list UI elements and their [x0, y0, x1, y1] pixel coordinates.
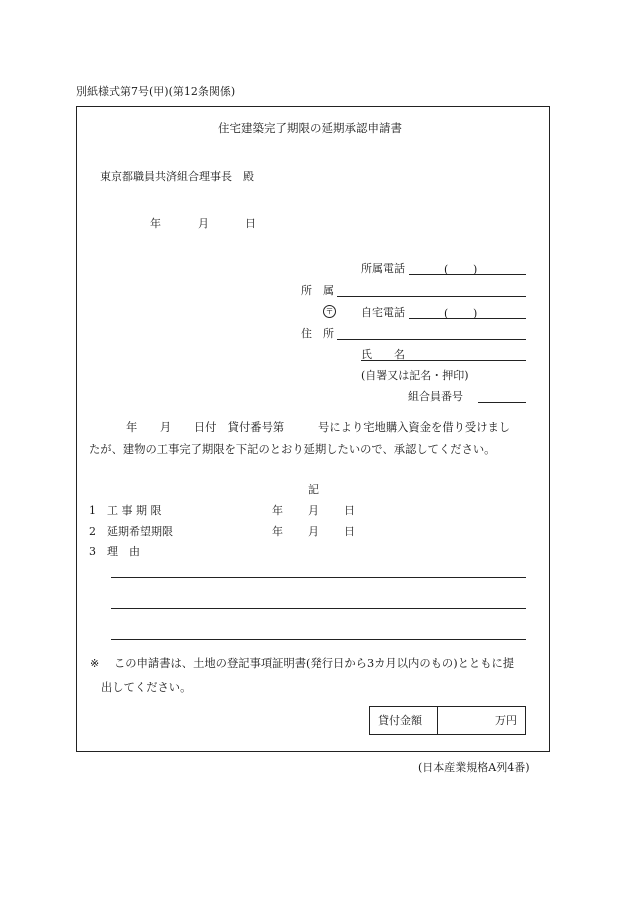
affiliation-field[interactable] — [337, 296, 526, 297]
addressee: 東京都職員共済組合理事長 殿 — [100, 170, 254, 183]
note-line-1: この申請書は、土地の登記事項証明書(発行日から3カ月以内のもの)とともに提 — [114, 657, 515, 670]
member-number-field[interactable] — [478, 402, 526, 403]
item-3-label: 理 由 — [107, 545, 140, 558]
item-2-day: 日 — [344, 525, 355, 538]
member-number-label: 組合員番号 — [408, 390, 463, 403]
postal-mark-icon: 〒 — [323, 305, 336, 318]
date-year-label: 年 — [150, 217, 161, 230]
item-1-number: 1 — [89, 504, 96, 517]
note-mark: ※ — [90, 657, 100, 670]
item-1-day: 日 — [344, 504, 355, 517]
loan-amount-label: 貸付金額 — [378, 714, 422, 727]
note-line-2: 出してください。 — [101, 681, 192, 694]
item-1-month: 月 — [308, 504, 319, 517]
office-phone-paren-open: ( — [444, 263, 449, 276]
reason-line-3[interactable] — [111, 639, 526, 640]
name-label: 氏 名 — [361, 348, 405, 361]
item-2-number: 2 — [89, 525, 96, 538]
office-phone-label: 所属電話 — [361, 262, 405, 275]
home-phone-label: 自宅電話 — [361, 306, 405, 319]
form-reference: 別紙様式第7号(甲)(第12条関係) — [76, 85, 236, 98]
item-1-year: 年 — [272, 504, 283, 517]
paper-size-note: (日本産業規格A列4番) — [418, 761, 530, 774]
date-month-label: 月 — [198, 217, 209, 230]
item-2-month: 月 — [308, 525, 319, 538]
name-field[interactable] — [361, 360, 526, 361]
home-phone-paren-open: ( — [444, 307, 449, 320]
ki-heading: 記 — [308, 483, 319, 496]
item-1-label: 工 事 期 限 — [107, 504, 162, 517]
office-phone-field[interactable] — [409, 274, 526, 275]
loan-amount-unit: 万円 — [495, 714, 517, 727]
affiliation-label: 所 属 — [301, 284, 334, 297]
body-line-2: たが、建物の工事完了期限を下記のとおり延期したいので、承認してください。 — [89, 443, 496, 456]
item-2-year: 年 — [272, 525, 283, 538]
reason-line-2[interactable] — [111, 608, 526, 609]
home-phone-field[interactable] — [409, 318, 526, 319]
body-line-1: 年 月 日付 貸付番号第 号により宅地購入資金を借り受けまし — [126, 421, 511, 434]
loan-amount-input[interactable] — [437, 707, 495, 734]
office-phone-paren-close: ) — [473, 263, 478, 276]
home-phone-paren-close: ) — [473, 307, 478, 320]
address-field[interactable] — [337, 339, 526, 340]
signature-note: (自署又は記名・押印) — [361, 369, 469, 382]
item-2-label: 延期希望期限 — [107, 525, 173, 538]
reason-line-1[interactable] — [111, 577, 526, 578]
date-day-label: 日 — [245, 217, 256, 230]
address-label: 住 所 — [301, 327, 334, 340]
item-3-number: 3 — [89, 545, 96, 558]
form-title: 住宅建築完了期限の延期承認申請書 — [218, 121, 402, 135]
